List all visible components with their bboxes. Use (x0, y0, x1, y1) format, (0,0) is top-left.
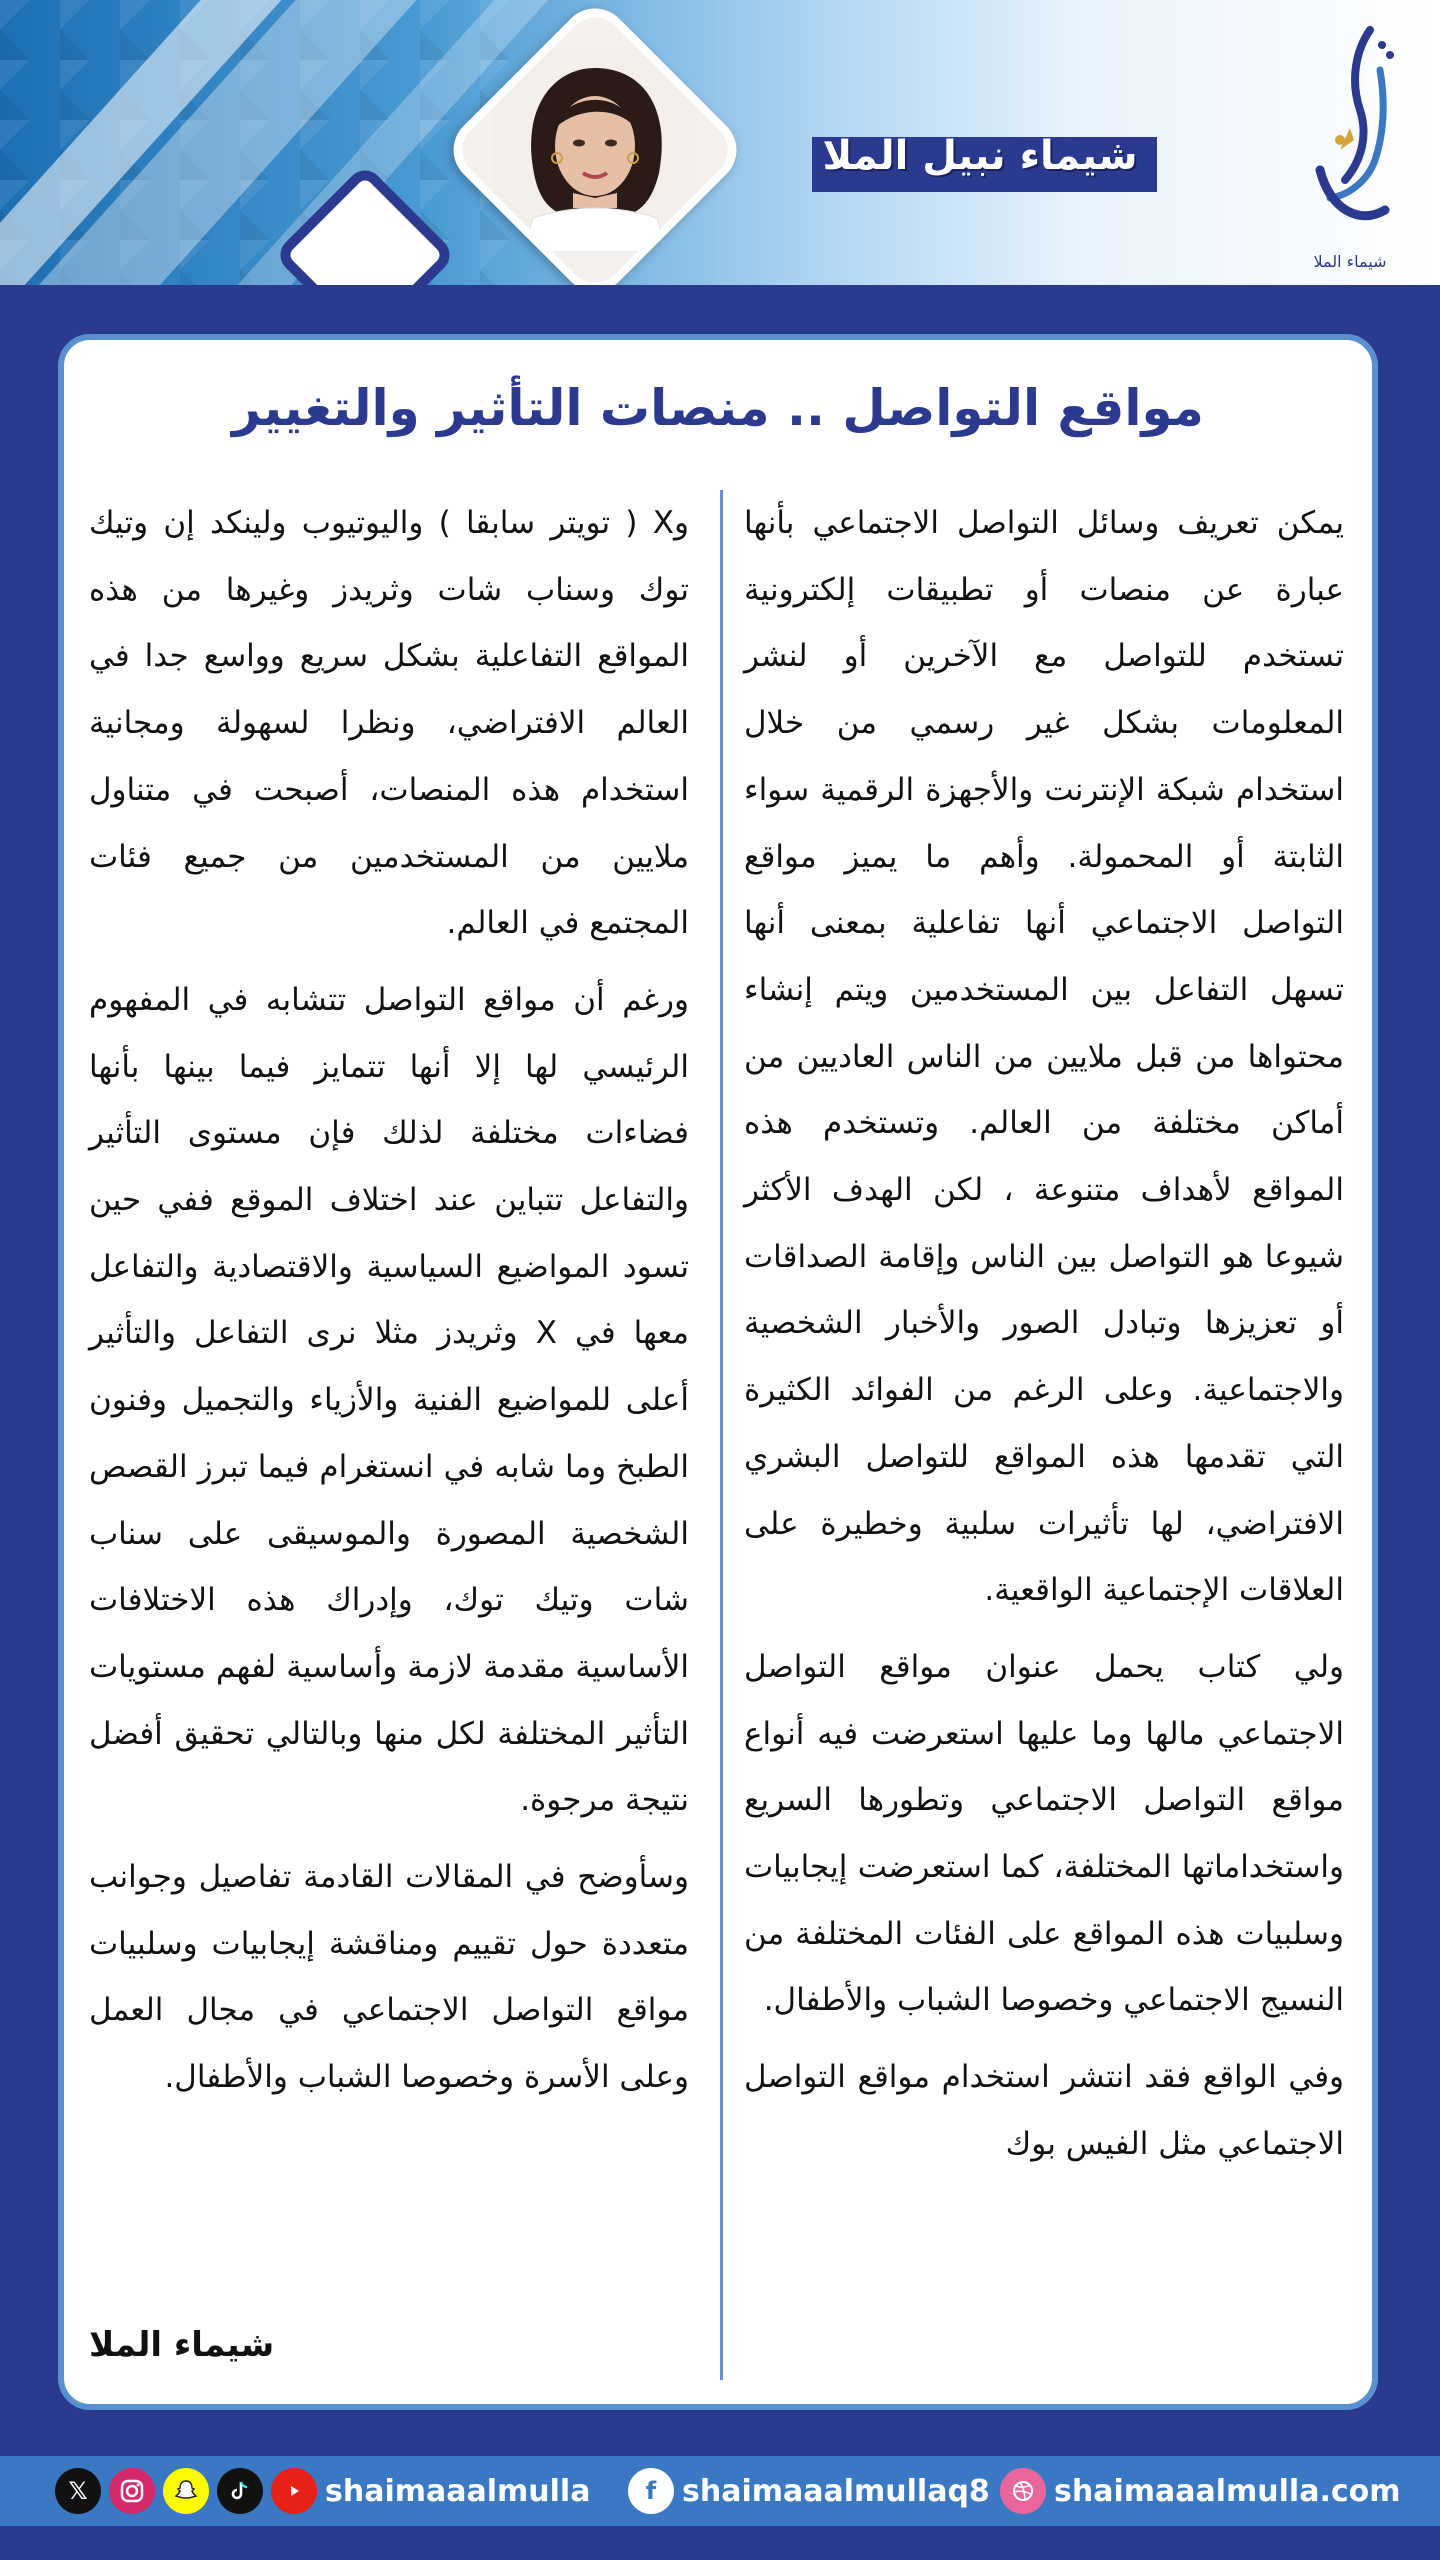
column-divider (720, 490, 723, 2380)
social-icons-group (55, 2456, 590, 2526)
social-handle[interactable]: shaimaaalmulla (325, 2473, 591, 2509)
snapchat-icon[interactable] (163, 2468, 209, 2514)
author-photo-icon (493, 48, 697, 252)
tiktok-icon[interactable] (217, 2468, 263, 2514)
article-column-left (89, 490, 689, 2121)
website-link[interactable]: shaimaaalmulla.com (1054, 2473, 1401, 2509)
article-title: مواقع التواصل .. منصات التأثير والتغيير (232, 379, 1204, 437)
facebook-group (628, 2456, 990, 2526)
x-icon[interactable]: 𝕏 (55, 2468, 101, 2514)
paragraph: ورغم أن مواقع التواصل تتشابه في المفهوم الرئيسي لها إلا أنها تتمايز فيما بينها بأنها فضاءات مختلفة لذلك فإن مستوى التأثير والتفاعل تتباين عند اختلاف الموقع ففي حين تسود المواضيع السياسية والاقتصادية والتفاعل معها في X وثريدز مثلا نرى التفاعل والتأثير أعلى للمواضيع الفنية والأزياء والتجميل وفنون الطبخ وما شابه في انستغرام فيما تبرز القصص الشخصية المصورة والموسيقى على سناب شات وتيك توك، وإدراك هذه الاختلافات الأساسية مقدمة لازمة وأساسية لفهم مستويات التأثير المختلفة لكل منها وبالتالي تحقيق أفضل نتيجة مرجوة. (89, 981, 689, 1819)
paragraph: وفي الواقع فقد انتشر استخدام مواقع التواصل الاجتماعي مثل الفيس بوك (744, 2059, 1344, 2162)
footer-social-bar (0, 2456, 1440, 2526)
logo-caption: شيماء الملا (1313, 252, 1387, 271)
dribbble-icon[interactable] (1000, 2468, 1046, 2514)
paragraph: يمكن تعريف وسائل التواصل الاجتماعي بأنها عبارة عن منصات أو تطبيقات إلكترونية تستخدم للتواصل مع الآخرين أو لنشر المعلومات بشكل غير رسمي من خلال استخدام شبكة الإنترنت والأجهزة الرقمية سواء الثابتة أو المحمولة. وأهم ما يميز مواقع التواصل الاجتماعي أنها تفاعلية بمعنى أنها تسهل التفاعل بين المستخدمين ويتم إنشاء محتواها من قبل ملايين من الناس العاديين من أماكن مختلفة من العالم. وتستخدم هذه المواقع لأهداف متنوعة ، لكن الهدف الأكثر شيوعا هو التواصل بين الناس وإقامة الصداقات أو تعزيزها وتبادل الصور والأخبار الشخصية والاجتماعية. وعلى الرغم من الفوائد الكثيرة التي تقدمها هذه المواقع للتواصل البشري الافتراضي، لها تأثيرات سلبية وخطيرة على العلاقات الإجتماعية الواقعية. (744, 505, 1344, 1609)
paragraph: وX ( تويتر سابقا ) واليوتيوب ولينكد إن وتيك توك وسناب شات وثريدز وغيرها من هذه المواقع التفاعلية بشكل سريع وواسع جدا في العالم الافتراضي، ونظرا لسهولة ومجانية استخدام هذه المنصات، أصبحت في متناول ملايين من المستخدمين من جميع فئات المجتمع في العالم. (89, 505, 689, 942)
youtube-icon[interactable] (271, 2468, 317, 2514)
paragraph: ولي كتاب يحمل عنوان مواقع التواصل الاجتماعي مالها وما عليها استعرضت فيه أنواع مواقع التواصل الاجتماعي وتطورها السريع واستخداماتها المختلفة، كما استعرضت إيجابيات وسلبيات هذه المواقع على الفئات المختلفة من النسيج الاجتماعي وخصوصا الشباب والأطفال. (744, 1648, 1344, 2019)
article-column-right (744, 490, 1344, 2188)
calligraphy-logo-icon (1290, 10, 1410, 270)
paragraph: وسأوضح في المقالات القادمة تفاصيل وجوانب متعددة حول تقييم ومناقشة إيجابيات وسلبيات مواقع التواصل الاجتماعي في مجال العمل وعلى الأسرة وخصوصا الشباب والأطفال. (89, 1859, 689, 2096)
facebook-handle[interactable]: shaimaaalmullaq8 (682, 2473, 990, 2509)
article-card (58, 334, 1378, 2410)
author-name: شيماء نبيل الملا (822, 133, 1138, 179)
instagram-icon[interactable] (109, 2468, 155, 2514)
header-banner (0, 0, 1440, 285)
facebook-icon[interactable]: f (628, 2468, 674, 2514)
article-signature: شيماء الملا (89, 2325, 275, 2365)
website-group (1000, 2456, 1401, 2526)
